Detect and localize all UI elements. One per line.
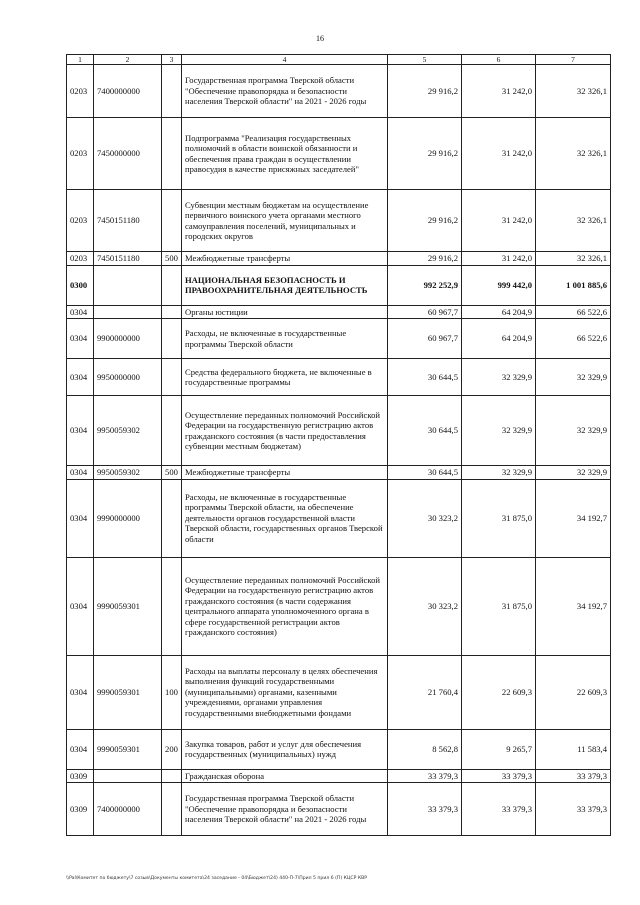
- target-article-cell: [94, 305, 162, 318]
- amount-year1-cell: 992 252,9: [388, 265, 462, 305]
- table-row: [67, 655, 611, 729]
- expense-type-cell: [162, 305, 182, 318]
- section-code-cell: 0309: [67, 783, 94, 836]
- item-name-cell: Органы юстиции: [182, 305, 388, 318]
- amount-year1-cell: 60 967,7: [388, 319, 462, 359]
- amount-year3-cell: 33 379,3: [536, 783, 611, 836]
- amount-year3-cell: 66 522,6: [536, 319, 611, 359]
- amount-year1-cell: 29 916,2: [388, 190, 462, 252]
- table-row: [67, 359, 611, 396]
- amount-year2-cell: 64 204,9: [462, 305, 536, 318]
- target-article-cell: 9990059301: [94, 729, 162, 769]
- item-name-cell: Государственная программа Тверской области "Обеспечение правопорядка и безопасности населения Тверской области" на 2021 - 2026 годы: [182, 65, 388, 118]
- amount-year2-cell: 64 204,9: [462, 319, 536, 359]
- header-row: [67, 55, 611, 65]
- amount-year3-cell: 22 609,3: [536, 655, 611, 729]
- amount-year1-cell: 30 644,5: [388, 466, 462, 479]
- table-row: [67, 396, 611, 466]
- target-article-cell: 9990059301: [94, 655, 162, 729]
- target-article-cell: 9990000000: [94, 479, 162, 557]
- section-code-cell: 0309: [67, 769, 94, 782]
- amount-year3-cell: 34 192,7: [536, 557, 611, 655]
- target-article-cell: 9950000000: [94, 359, 162, 396]
- item-name-cell: Гражданская оборона: [182, 769, 388, 782]
- target-article-cell: 7450151180: [94, 190, 162, 252]
- target-article-cell: 7450151180: [94, 252, 162, 265]
- table-row: [67, 65, 611, 118]
- item-name-cell: Государственная программа Тверской области "Обеспечение правопорядка и безопасности населения Тверской области" на 2021 - 2026 годы: [182, 783, 388, 836]
- amount-year2-cell: 9 265,7: [462, 729, 536, 769]
- item-name-cell: Межбюджетные трансферты: [182, 252, 388, 265]
- column-header: 6: [462, 55, 536, 65]
- amount-year3-cell: 66 522,6: [536, 305, 611, 318]
- expense-type-cell: 500: [162, 466, 182, 479]
- amount-year2-cell: 33 379,3: [462, 783, 536, 836]
- amount-year3-cell: 1 001 885,6: [536, 265, 611, 305]
- amount-year2-cell: 31 875,0: [462, 557, 536, 655]
- amount-year3-cell: 32 326,1: [536, 190, 611, 252]
- amount-year1-cell: 30 323,2: [388, 479, 462, 557]
- table-row: [67, 557, 611, 655]
- column-header: 2: [94, 55, 162, 65]
- amount-year2-cell: 31 242,0: [462, 118, 536, 190]
- table-row: [67, 190, 611, 252]
- section-code-cell: 0304: [67, 319, 94, 359]
- table-row: [67, 769, 611, 782]
- expense-type-cell: [162, 319, 182, 359]
- expense-type-cell: [162, 65, 182, 118]
- section-code-cell: 0203: [67, 118, 94, 190]
- column-header: 7: [536, 55, 611, 65]
- expense-type-cell: [162, 769, 182, 782]
- item-name-cell: Субвенции местным бюджетам на осуществление первичного воинского учета органами местного самоуправления поселений, муниципальных и городских округов: [182, 190, 388, 252]
- amount-year1-cell: 30 323,2: [388, 557, 462, 655]
- item-name-cell: Расходы, не включенные в государственные программы Тверской области: [182, 319, 388, 359]
- amount-year1-cell: 33 379,3: [388, 783, 462, 836]
- table-row: [67, 319, 611, 359]
- expense-type-cell: [162, 118, 182, 190]
- item-name-cell: Средства федерального бюджета, не включенные в государственные программы: [182, 359, 388, 396]
- amount-year1-cell: 60 967,7: [388, 305, 462, 318]
- item-name-cell: Подпрограмма "Реализация государственных полномочий в области воинской обязанности и обеспечения права граждан в осуществлении правосудия в качестве присяжных заседателей": [182, 118, 388, 190]
- amount-year2-cell: 32 329,9: [462, 466, 536, 479]
- page-number: 16: [316, 34, 324, 43]
- amount-year1-cell: 29 916,2: [388, 118, 462, 190]
- section-code-cell: 0304: [67, 479, 94, 557]
- target-article-cell: 7450000000: [94, 118, 162, 190]
- target-article-cell: 9950059302: [94, 396, 162, 466]
- section-code-cell: 0203: [67, 65, 94, 118]
- amount-year3-cell: 33 379,3: [536, 769, 611, 782]
- section-code-cell: 0304: [67, 359, 94, 396]
- section-code-cell: 0203: [67, 190, 94, 252]
- item-name-cell: НАЦИОНАЛЬНАЯ БЕЗОПАСНОСТЬ И ПРАВООХРАНИТЕЛЬНАЯ ДЕЯТЕЛЬНОСТЬ: [182, 265, 388, 305]
- target-article-cell: 7400000000: [94, 783, 162, 836]
- section-code-cell: 0304: [67, 466, 94, 479]
- section-code-cell: 0304: [67, 655, 94, 729]
- section-code-cell: 0304: [67, 557, 94, 655]
- amount-year2-cell: 32 329,9: [462, 359, 536, 396]
- column-header: 5: [388, 55, 462, 65]
- amount-year2-cell: 32 329,9: [462, 396, 536, 466]
- amount-year2-cell: 999 442,0: [462, 265, 536, 305]
- amount-year1-cell: 33 379,3: [388, 769, 462, 782]
- table-row: [67, 118, 611, 190]
- expense-type-cell: 500: [162, 252, 182, 265]
- amount-year1-cell: 30 644,5: [388, 396, 462, 466]
- expense-type-cell: [162, 265, 182, 305]
- item-name-cell: Осуществление переданных полномочий Российской Федерации на государственную регистрацию актов гражданского состояния (в части содержания центрального аппарата уполномоченного органа в сфере государственной регистрации актов гражданского состояния): [182, 557, 388, 655]
- amount-year1-cell: 8 562,8: [388, 729, 462, 769]
- amount-year3-cell: 32 326,1: [536, 118, 611, 190]
- section-code-cell: 0304: [67, 305, 94, 318]
- table-row: [67, 305, 611, 318]
- column-header: 1: [67, 55, 94, 65]
- expense-type-cell: [162, 359, 182, 396]
- amount-year3-cell: 32 329,9: [536, 466, 611, 479]
- amount-year1-cell: 30 644,5: [388, 359, 462, 396]
- amount-year2-cell: 31 242,0: [462, 65, 536, 118]
- amount-year2-cell: 22 609,3: [462, 655, 536, 729]
- table-row: [67, 466, 611, 479]
- table-row: [67, 783, 611, 836]
- amount-year3-cell: 32 326,1: [536, 65, 611, 118]
- amount-year3-cell: 11 583,4: [536, 729, 611, 769]
- file-path-footer: \\Pal\Комитет по бюджету\7 созыв\Документы комитета\24 заседание - 04\Бюджет\24) 440-П-7\Прил 5 прил 6 (П) КЦСР КВР: [66, 876, 368, 881]
- section-code-cell: 0304: [67, 729, 94, 769]
- expense-type-cell: [162, 783, 182, 836]
- target-article-cell: [94, 769, 162, 782]
- amount-year3-cell: 34 192,7: [536, 479, 611, 557]
- table-row: [67, 479, 611, 557]
- section-code-cell: 0304: [67, 396, 94, 466]
- expense-type-cell: [162, 190, 182, 252]
- item-name-cell: Межбюджетные трансферты: [182, 466, 388, 479]
- expense-type-cell: [162, 557, 182, 655]
- amount-year3-cell: 32 329,9: [536, 396, 611, 466]
- section-code-cell: 0300: [67, 265, 94, 305]
- table-row: [67, 729, 611, 769]
- expense-type-cell: 200: [162, 729, 182, 769]
- amount-year2-cell: 33 379,3: [462, 769, 536, 782]
- expense-type-cell: [162, 479, 182, 557]
- table-row: [67, 252, 611, 265]
- amount-year2-cell: 31 242,0: [462, 252, 536, 265]
- target-article-cell: 7400000000: [94, 65, 162, 118]
- target-article-cell: [94, 265, 162, 305]
- amount-year3-cell: 32 326,1: [536, 252, 611, 265]
- expense-type-cell: [162, 396, 182, 466]
- section-code-cell: 0203: [67, 252, 94, 265]
- target-article-cell: 9990059301: [94, 557, 162, 655]
- column-header: 4: [182, 55, 388, 65]
- item-name-cell: Расходы, не включенные в государственные программы Тверской области, на обеспечение деятельности органов государственной власти Тверской области, государственных органов Тверской области: [182, 479, 388, 557]
- amount-year2-cell: 31 875,0: [462, 479, 536, 557]
- target-article-cell: 9950059302: [94, 466, 162, 479]
- column-header: 3: [162, 55, 182, 65]
- budget-table: [66, 54, 611, 836]
- table-row: [67, 265, 611, 305]
- amount-year3-cell: 32 329,9: [536, 359, 611, 396]
- amount-year1-cell: 21 760,4: [388, 655, 462, 729]
- item-name-cell: Осуществление переданных полномочий Российской Федерации на государственную регистрацию актов гражданского состояния (в части предоставления субвенции местным бюджетам): [182, 396, 388, 466]
- amount-year2-cell: 31 242,0: [462, 190, 536, 252]
- item-name-cell: Расходы на выплаты персоналу в целях обеспечения выполнения функций государственными (муниципальными) органами, казенными учреждениями, органами управления государственными внебюджетными фондами: [182, 655, 388, 729]
- expense-type-cell: 100: [162, 655, 182, 729]
- amount-year1-cell: 29 916,2: [388, 65, 462, 118]
- item-name-cell: Закупка товаров, работ и услуг для обеспечения государственных (муниципальных) нужд: [182, 729, 388, 769]
- target-article-cell: 9900000000: [94, 319, 162, 359]
- amount-year1-cell: 29 916,2: [388, 252, 462, 265]
